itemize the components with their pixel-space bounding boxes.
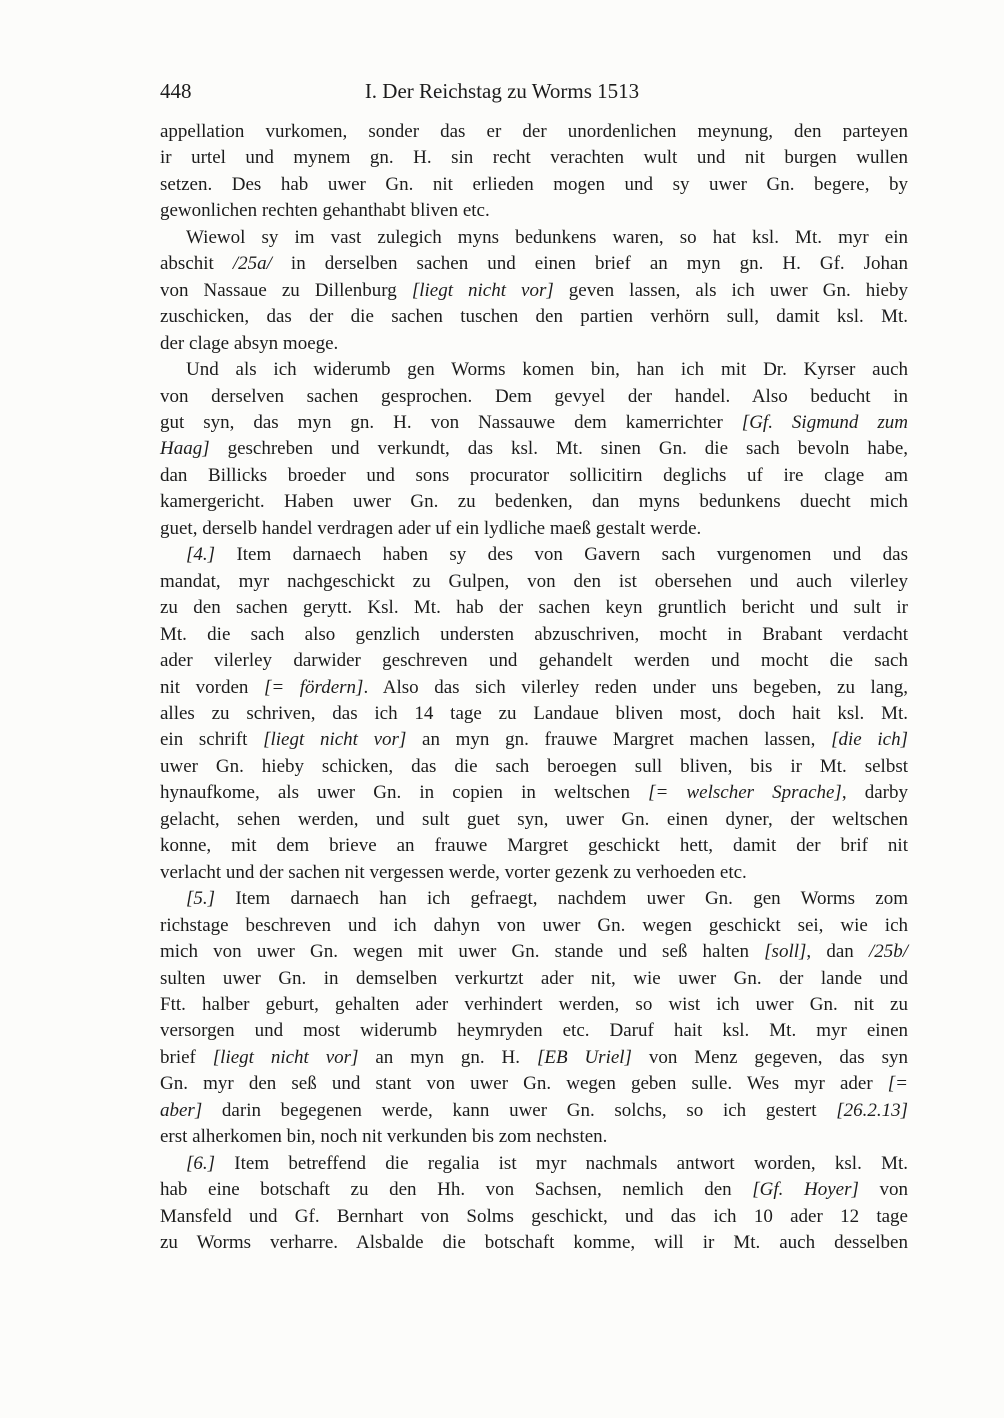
italic-run: aber] — [160, 1099, 203, 1121]
text-run: gelacht, sehen werden, und sult guet syn, uwer Gn. einen dyner, der weltschen — [160, 808, 908, 830]
text-run: brief — [160, 1046, 213, 1068]
text-run: setzen. Des hab uwer Gn. nit erlieden mogen und sy uwer Gn. begere, by — [160, 173, 908, 195]
text-run: mich von uwer Gn. wegen mit uwer Gn. stande und seß halten — [160, 941, 765, 963]
text-run: alles zu schriven, das ich 14 tage zu Landaue bliven most, doch hait ksl. Mt. — [160, 702, 908, 724]
italic-run: [liegt nicht vor] — [411, 279, 554, 301]
text-line — [160, 648, 908, 674]
italic-run: [liegt nicht vor] — [263, 729, 407, 751]
text-line — [160, 807, 908, 833]
text-line — [160, 410, 908, 436]
text-line — [160, 172, 908, 198]
text-line — [160, 1124, 908, 1150]
text-run: Item darnaech han ich gefraegt, nachdem uwer Gn. gen Worms zom — [215, 888, 908, 910]
text-run: mandat, myr nachgeschickt zu Gulpen, von den ist obersehen und auch vilerley — [160, 570, 908, 592]
text-line — [160, 436, 908, 462]
text-line — [160, 1177, 908, 1203]
text-line — [160, 489, 908, 515]
text-run: darin begegenen werde, kann uwer Gn. solchs, so ich gestert — [202, 1099, 837, 1121]
paragraph-5 — [160, 886, 908, 1151]
text-run: geven lassen, als ich uwer Gn. hieby — [553, 279, 908, 301]
text-run: appellation vurkomen, sonder das er der unordenlichen meynung, den parteyen — [160, 121, 908, 142]
italic-run: [soll] — [764, 941, 807, 963]
text-line — [160, 727, 908, 753]
text-run: zu Worms verharre. Alsbalde die botschaft komme, will ir Mt. auch desselben — [160, 1232, 908, 1254]
text-line — [160, 331, 908, 357]
text-run: Gn. myr den seß und stant von uwer Gn. wegen geben sulle. Wes myr ader — [160, 1073, 888, 1095]
text-line — [160, 1230, 908, 1256]
italic-run: [= welscher Sprache] — [648, 782, 842, 804]
text-line — [160, 1098, 908, 1124]
text-line — [160, 304, 908, 330]
text-line — [160, 754, 908, 780]
italic-run: [26.2.13] — [836, 1099, 908, 1121]
text-line — [160, 251, 908, 277]
text-run: , dan — [806, 941, 869, 963]
text-run: richstage beschreven und ich dahyn von uwer Gn. wegen geschickt sei, wie ich — [160, 914, 908, 936]
text-run: erst alherkomen bin, noch nit verkunden bis zom nechsten. — [160, 1126, 608, 1148]
text-run: sulten uwer Gn. in demselben verkurtzt ader nit, wie uwer Gn. der lande und — [160, 967, 908, 989]
text-line — [160, 886, 908, 912]
text-line — [160, 1071, 908, 1097]
text-line — [160, 198, 908, 224]
text-line — [160, 357, 908, 383]
text-line — [160, 119, 908, 145]
text-line — [160, 1151, 908, 1177]
italic-run: Haag] — [160, 438, 210, 460]
text-run: uwer Gn. hieby schicken, das die sach beroegen sull bliven, bis ir Mt. selbst — [160, 755, 908, 777]
text-run: abschit — [160, 253, 233, 275]
italic-run: [die ich] — [831, 729, 908, 751]
text-run: hynaufkome, als uwer Gn. in copien in weltschen — [160, 782, 649, 804]
text-run: gut syn, das myn gn. H. von Nassauwe dem kamerrichter — [160, 411, 742, 433]
text-run: zu den sachen gerytt. Ksl. Mt. hab der sachen keyn gruntlich bericht und sult ir — [160, 597, 908, 619]
text-run: hab eine botschaft zu den Hh. von Sachsen, nemlich den — [160, 1179, 753, 1201]
text-line — [160, 992, 908, 1018]
text-run: konne, mit dem brieve an frauwe Margret geschickt hett, damit der brif nit — [160, 835, 908, 857]
page-header — [160, 79, 908, 107]
text-line — [160, 622, 908, 648]
text-run: nit vorden — [160, 676, 264, 698]
paragraph-wiewol — [160, 225, 908, 357]
text-run: , darby — [841, 782, 908, 804]
text-run: zuschicken, das der die sachen tuschen den partien verhörn sull, damit ksl. Mt. — [160, 306, 908, 328]
text-run: Ftt. halber geburt, gehalten ader verhindert werden, so wist ich uwer Gn. nit zu — [160, 993, 908, 1015]
text-line — [160, 675, 908, 701]
text-run: an myn gn. frauwe Margret machen lassen, — [406, 729, 832, 751]
text-line — [160, 966, 908, 992]
text-run: Und als ich widerumb gen Worms komen bin, han ich mit Dr. Kyrser auch — [186, 359, 908, 381]
italic-run: [Gf. Sigmund zum — [741, 411, 909, 433]
text-line — [160, 463, 908, 489]
text-line — [160, 913, 908, 939]
paragraph-continuation — [160, 119, 908, 225]
text-line — [160, 780, 908, 806]
italic-run: [liegt nicht vor] — [212, 1046, 359, 1068]
text-line — [160, 833, 908, 859]
paragraph-6 — [160, 1151, 908, 1257]
text-run: . Also das sich vilerley reden under uns begeben, zu lang, — [363, 676, 909, 698]
text-line — [160, 278, 908, 304]
italic-run: [Gf. Hoyer] — [752, 1179, 859, 1201]
text-line — [160, 145, 908, 171]
text-run: ir urtel und mynem gn. H. sin recht verachten wult und nit burgen wullen — [160, 147, 908, 169]
text-run: von — [858, 1179, 908, 1201]
text-line — [160, 939, 908, 965]
running-head: I. Der Reichstag zu Worms 1513 — [364, 79, 640, 103]
text-run: von Nassaue zu Dillenburg — [160, 279, 412, 301]
text-run: von Menz gegeven, das syn — [631, 1046, 909, 1068]
italic-run: [6.] — [186, 1152, 216, 1174]
text-run: von derselven sachen gesprochen. Dem gevyel der handel. Also beducht in — [160, 385, 908, 407]
page-number: 448 — [160, 79, 192, 103]
text-run: gewonlichen rechten gehanthabt bliven etc. — [160, 200, 490, 222]
text-run: ein schrift — [160, 729, 264, 751]
italic-run: [= fördern] — [263, 676, 364, 698]
text-run: Mansfeld und Gf. Bernhart von Solms geschickt, und das ich 10 ader 12 tage — [160, 1205, 908, 1227]
text-run: an myn gn. H. — [358, 1046, 537, 1068]
text-run: in derselben sachen und einen brief an myn gn. H. Gf. Johan — [271, 253, 908, 275]
text-line — [160, 595, 908, 621]
italic-run: [= — [887, 1073, 908, 1095]
italic-run: [EB Uriel] — [536, 1046, 632, 1068]
document-body — [160, 119, 908, 1256]
text-run: kamergericht. Haben uwer Gn. zu bedenken, dan myns bedunkens duecht mich — [160, 491, 908, 513]
text-line — [160, 569, 908, 595]
italic-run: [4.] — [186, 544, 216, 566]
text-line — [160, 1018, 908, 1044]
text-line — [160, 225, 908, 251]
italic-run: /25a/ — [232, 253, 272, 275]
text-run: Mt. die sach also genzlich understen abzuschriven, mocht in Brabant verdacht — [160, 623, 908, 645]
text-run: dan Billicks broeder und sons procurator sollicitirn deglichs uf ire clage am — [160, 464, 908, 486]
text-run: versorgen und most widerumb heymryden etc. Daruf hait ksl. Mt. myr einen — [160, 1020, 908, 1042]
text-line — [160, 384, 908, 410]
text-run: der clage absyn moege. — [160, 332, 339, 354]
paragraph-4 — [160, 542, 908, 886]
text-run: guet, derselb handel verdragen ader uf ein lydliche maeß gestalt werde. — [160, 517, 702, 539]
text-run: geschreben und verkundt, das ksl. Mt. sinen Gn. die sach bevoln habe, — [209, 438, 908, 460]
text-line — [160, 1204, 908, 1230]
text-run: verlacht und der sachen nit vergessen werde, vorter gezenk zu verhoeden etc. — [160, 861, 747, 883]
paragraph-worms — [160, 357, 908, 542]
text-run: ader vilerley darwider geschreven und gehandelt werden und mocht die sach — [160, 650, 908, 672]
text-run: Item betreffend die regalia ist myr nachmals antwort worden, ksl. Mt. — [215, 1152, 908, 1174]
text-line — [160, 860, 908, 886]
text-line — [160, 542, 908, 568]
italic-run: [5.] — [186, 888, 216, 910]
text-run: Item darnaech haben sy des von Gavern sach vurgenomen und das — [215, 544, 908, 566]
text-line — [160, 701, 908, 727]
text-line — [160, 516, 908, 542]
italic-run: /25b/ — [868, 941, 908, 963]
text-run: Wiewol sy im vast zulegich myns bedunkens waren, so hat ksl. Mt. myr ein — [186, 226, 908, 248]
text-line — [160, 1045, 908, 1071]
